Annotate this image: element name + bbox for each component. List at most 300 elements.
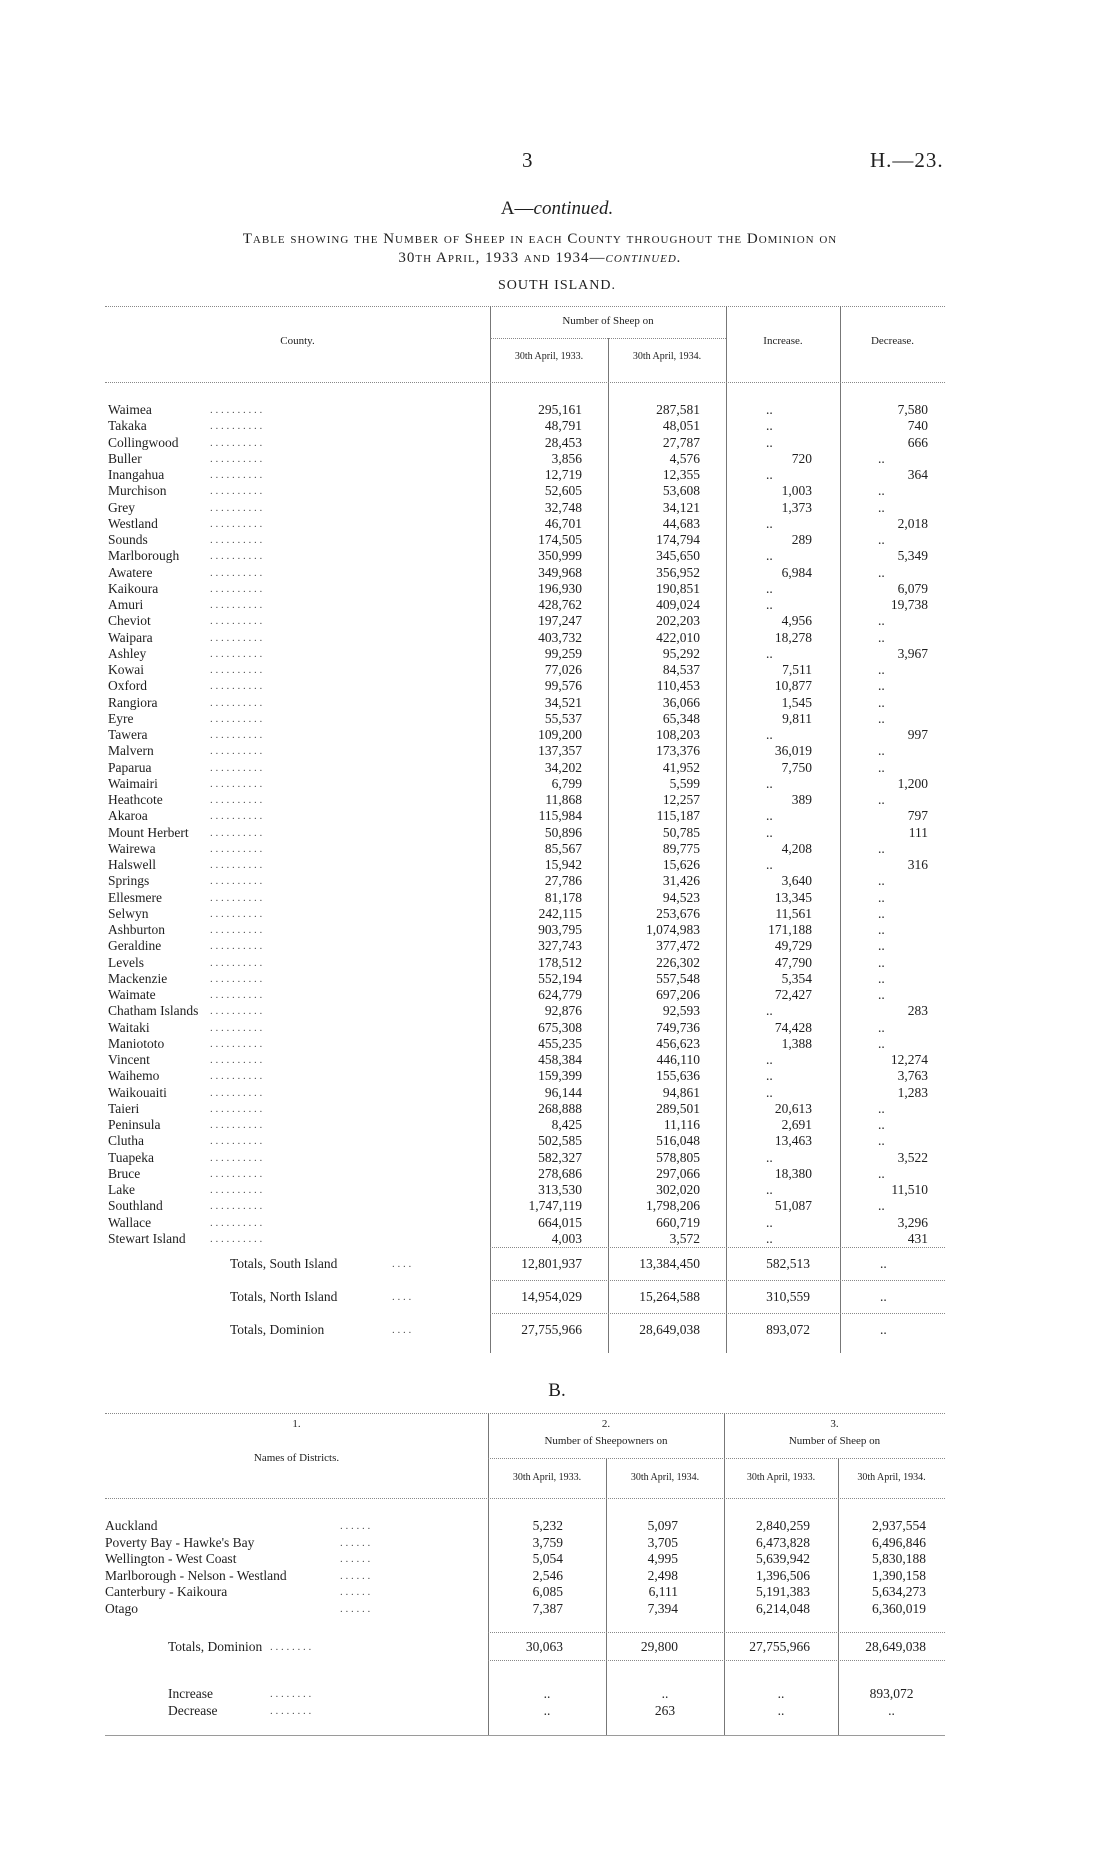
- cell-1933: 52,605: [544, 483, 582, 499]
- leader-dots: . . . . . . . . . .: [210, 956, 263, 969]
- county-name: Takaka: [108, 418, 147, 434]
- header-1933: 30th April, 1933.: [514, 351, 584, 362]
- county-name: Chatham Islands: [108, 1003, 199, 1019]
- leader-dots: . . . . . . . . . .: [210, 761, 263, 774]
- cell-increase: 74,428: [774, 1019, 812, 1035]
- leader-dots: . . . . . . . . . .: [210, 1021, 263, 1034]
- increase-row: [0, 1686, 1114, 1702]
- county-name: Clutha: [108, 1133, 144, 1149]
- leader-dots: . . . . . . . .: [270, 1688, 312, 1700]
- cell-1933: 15,942: [544, 857, 582, 872]
- total-1934: 28,649,038: [639, 1322, 700, 1337]
- cell-1933: 174,505: [538, 532, 582, 547]
- totals-row: [0, 1639, 1114, 1655]
- leader-dots: . . . . . .: [340, 1602, 371, 1615]
- leader-dots: . . . . . . . . . .: [210, 891, 263, 904]
- header-county: County.: [280, 335, 315, 347]
- table-row: [0, 630, 1114, 646]
- header-names-of-districts: Names of Districts.: [253, 1452, 340, 1464]
- owners-1933: 2,546: [532, 1567, 563, 1583]
- district-row: [0, 1551, 1114, 1567]
- cell-1934: 89,775: [662, 840, 700, 856]
- cell-decrease: ..: [878, 938, 885, 954]
- cell-1933: 81,178: [544, 889, 582, 905]
- total-1934: 13,384,450: [639, 1256, 700, 1271]
- cell-1933: 349,968: [538, 564, 582, 580]
- totals-row: [0, 1322, 1114, 1338]
- header-1934: 30th April, 1934.: [632, 351, 702, 362]
- table-row: [0, 955, 1114, 971]
- table-row: [0, 808, 1114, 824]
- cell-decrease: ..: [878, 710, 885, 726]
- leader-dots: . . . . . . . . . .: [210, 745, 263, 758]
- owners-1933: 7,387: [532, 1600, 563, 1616]
- cell-decrease: 997: [907, 727, 928, 742]
- leader-dots: . . . . . . . . . .: [210, 647, 263, 660]
- cell-1933: 197,247: [538, 613, 582, 629]
- table-row: [0, 1133, 1114, 1149]
- cell-1933: 903,795: [538, 922, 582, 937]
- cell-decrease: ..: [878, 1198, 885, 1214]
- cell-increase: 289: [791, 532, 812, 547]
- cell-1933: 34,521: [544, 694, 582, 710]
- table-title-line2: 30th April, 1933 and 1934—continued.: [398, 250, 682, 266]
- total-decrease: ..: [880, 1322, 887, 1337]
- cell-decrease: ..: [878, 613, 885, 629]
- table-row: [0, 1101, 1114, 1117]
- district-row: [0, 1601, 1114, 1617]
- cell-1934: 1,798,206: [646, 1198, 700, 1214]
- total-1933: 14,954,029: [521, 1289, 582, 1304]
- table-a-top-rule: [105, 306, 945, 307]
- cell-1933: 159,399: [538, 1068, 582, 1084]
- county-name: Vincent: [108, 1052, 150, 1067]
- county-name: Marlborough: [108, 548, 180, 564]
- leader-dots: . . . . . .: [340, 1569, 371, 1582]
- cell-increase: ..: [766, 645, 773, 661]
- totals-rule-3: [490, 1313, 945, 1314]
- leader-dots: . . . . . . . . . .: [210, 534, 263, 546]
- cell-increase: 11,561: [775, 905, 812, 921]
- header-number-of-sheep: Number of Sheep on: [562, 315, 654, 327]
- table-row: [0, 483, 1114, 499]
- cell-1934: 578,805: [656, 1149, 700, 1165]
- county-name: Mackenzie: [108, 970, 168, 986]
- cell-decrease: 3,967: [897, 645, 928, 661]
- table-row: [0, 1020, 1114, 1036]
- cell-decrease: 111: [908, 824, 928, 840]
- sheep-1933: 6,473,828: [756, 1534, 810, 1550]
- table-row: [0, 890, 1114, 906]
- section-b-heading: B.: [548, 1380, 566, 1401]
- cell-1933: 11,868: [545, 792, 582, 807]
- leader-dots: . . . . . . . .: [270, 1641, 312, 1653]
- table-row: [0, 776, 1114, 792]
- decrease-row: [0, 1703, 1114, 1719]
- table-row: [0, 662, 1114, 678]
- cell-1934: 446,110: [656, 1052, 700, 1067]
- table-row: [0, 987, 1114, 1003]
- cell-increase: 47,790: [774, 954, 812, 970]
- cell-1934: 253,676: [656, 905, 700, 921]
- table-row: [0, 597, 1114, 613]
- county-name: Kaikoura: [108, 580, 159, 596]
- total-decrease: ..: [880, 1256, 887, 1271]
- total-1933: 27,755,966: [521, 1322, 582, 1337]
- cell-1934: 95,292: [662, 645, 700, 661]
- cell-1934: 202,203: [656, 613, 700, 629]
- cell-1934: 190,851: [656, 580, 700, 596]
- table-row: [0, 435, 1114, 451]
- county-name: Geraldine: [108, 938, 162, 954]
- page-number: 3: [522, 148, 533, 172]
- cell-1933: 552,194: [538, 970, 582, 986]
- cell-1933: 12,719: [544, 467, 582, 482]
- cell-increase: 36,019: [774, 743, 812, 759]
- table-b-header-rule: [105, 1498, 945, 1499]
- leader-dots: . . . . . . . . . .: [210, 1167, 263, 1180]
- table-row: [0, 1166, 1114, 1182]
- cell-1934: 48,051: [662, 418, 700, 434]
- cell-1934: 422,010: [656, 629, 700, 645]
- district-name: Canterbury - Kaikoura: [105, 1584, 228, 1599]
- page-reference: H.—23.: [870, 148, 944, 172]
- leader-dots: . . . . . . . . . .: [210, 501, 263, 514]
- sheep-1934: 6,360,019: [872, 1600, 926, 1616]
- header-sheepowners: Number of Sheepowners on: [544, 1435, 668, 1447]
- totals-label: Totals, Dominion: [168, 1639, 263, 1654]
- district-name: Otago: [105, 1600, 138, 1616]
- cell-1933: 6,799: [551, 775, 582, 791]
- total-1933: 12,801,937: [521, 1256, 582, 1271]
- cell-decrease: 364: [907, 467, 928, 482]
- cell-1934: 41,952: [662, 759, 700, 775]
- cell-decrease: 3,763: [897, 1068, 928, 1084]
- table-row: [0, 971, 1114, 987]
- cell-increase: ..: [766, 857, 773, 872]
- county-name: Mount Herbert: [108, 824, 189, 840]
- owners-1933-total: 30,063: [525, 1639, 563, 1654]
- cell-1933: 268,888: [538, 1100, 582, 1116]
- cell-1934: 27,787: [662, 434, 700, 450]
- cell-1933: 27,786: [544, 873, 582, 889]
- cell-1933: 428,762: [538, 597, 582, 612]
- cell-1934: 94,523: [662, 889, 700, 905]
- table-row: [0, 532, 1114, 548]
- cell-1934: 12,355: [662, 467, 700, 482]
- cell-decrease: ..: [878, 1133, 885, 1149]
- increase-row-label: Increase: [168, 1686, 213, 1701]
- cell-1934: 12,257: [662, 792, 700, 807]
- cell-increase: 4,956: [781, 613, 812, 629]
- cell-increase: 720: [791, 450, 812, 466]
- cell-decrease: ..: [878, 1100, 885, 1116]
- cell-decrease: ..: [878, 1117, 885, 1132]
- county-name: Ashley: [108, 645, 147, 661]
- header-b-owners-1934: 30th April, 1934.: [630, 1472, 700, 1483]
- county-name: Murchison: [108, 483, 167, 499]
- leader-dots: . . . . . . . . . .: [210, 1216, 263, 1229]
- cell-increase: 51,087: [774, 1198, 812, 1214]
- sheep-1934-total: 28,649,038: [865, 1639, 926, 1654]
- cell-decrease: 3,522: [897, 1149, 928, 1165]
- cell-increase: 3,640: [781, 873, 812, 889]
- cell-decrease: 740: [907, 418, 928, 434]
- owners-1933: 5,232: [532, 1518, 563, 1533]
- total-increase: 893,072: [766, 1322, 810, 1337]
- cell-1933: 99,576: [544, 678, 582, 694]
- county-name: Rangiora: [108, 694, 158, 710]
- owners-1934: 3,705: [647, 1534, 678, 1550]
- header-b-owners-1933: 30th April, 1933.: [512, 1472, 582, 1483]
- cell-decrease: 3,296: [897, 1214, 928, 1230]
- sheep-1933-change: ..: [777, 1686, 785, 1701]
- table-row: [0, 1036, 1114, 1052]
- cell-1933: 137,357: [538, 743, 582, 759]
- cell-1933: 455,235: [538, 1035, 582, 1051]
- section-a-heading: [0, 198, 1114, 220]
- county-name: Grey: [108, 499, 135, 515]
- cell-1933: 278,686: [538, 1165, 582, 1181]
- leader-dots: . . . . . . . . . .: [210, 696, 263, 709]
- sheep-1934: 2,937,554: [872, 1518, 926, 1533]
- leader-dots: . . . . . .: [340, 1553, 371, 1565]
- cell-decrease: 6,079: [897, 580, 928, 596]
- table-b-top-rule: [105, 1413, 945, 1414]
- cell-increase: ..: [766, 548, 773, 564]
- cell-1933: 32,748: [544, 499, 582, 515]
- cell-1934: 409,024: [656, 597, 700, 612]
- district-name: Auckland: [105, 1518, 158, 1533]
- leader-dots: . . . . . . . . . .: [210, 436, 263, 449]
- leader-dots: . . . . . .: [340, 1536, 371, 1549]
- cell-1933: 675,308: [538, 1019, 582, 1035]
- cell-increase: ..: [766, 1052, 773, 1067]
- totals-rule-1: [490, 1247, 945, 1248]
- district-row: [0, 1568, 1114, 1584]
- cell-decrease: 11,510: [891, 1182, 928, 1197]
- owners-1934-change: 263: [654, 1703, 676, 1718]
- leader-dots: . . . . . . . . . .: [210, 615, 263, 628]
- cell-increase: 6,984: [781, 564, 812, 580]
- cell-1933: 458,384: [538, 1052, 582, 1067]
- county-name: Akaroa: [108, 808, 148, 824]
- county-name: Heathcote: [108, 792, 163, 807]
- cell-1934: 50,785: [662, 824, 700, 840]
- table-row: [0, 516, 1114, 532]
- table-row: [0, 727, 1114, 743]
- county-name: Stewart Island: [108, 1230, 186, 1246]
- cell-decrease: ..: [878, 1035, 885, 1051]
- cell-increase: 20,613: [774, 1100, 812, 1116]
- cell-increase: ..: [766, 1182, 773, 1197]
- cell-1933: 77,026: [544, 662, 582, 677]
- owners-1933-change: ..: [543, 1703, 551, 1718]
- table-b-totals-bottom-rule: [488, 1660, 945, 1661]
- cell-1934: 516,048: [656, 1133, 700, 1149]
- cell-1933: 55,537: [544, 710, 582, 726]
- leader-dots: . . . .: [392, 1324, 412, 1336]
- sheep-1933: 5,191,383: [756, 1584, 810, 1599]
- table-row: [0, 1052, 1114, 1068]
- table-row: [0, 402, 1114, 418]
- cell-1934: 44,683: [662, 515, 700, 531]
- cell-increase: ..: [766, 1084, 773, 1100]
- header-col1-number: 1.: [292, 1418, 301, 1430]
- cell-increase: ..: [766, 418, 773, 434]
- table-row: [0, 760, 1114, 776]
- table-row: [0, 906, 1114, 922]
- cell-1933: 8,425: [551, 1117, 582, 1132]
- owners-1933-change: ..: [543, 1686, 551, 1701]
- cell-increase: 9,811: [782, 710, 812, 726]
- sheep-1934: 6,496,846: [872, 1534, 926, 1550]
- cell-decrease: 1,283: [897, 1084, 928, 1100]
- cell-1933: 624,779: [538, 987, 582, 1002]
- table-row: [0, 695, 1114, 711]
- sheep-1934-change: ..: [888, 1703, 895, 1718]
- county-name: Southland: [108, 1198, 163, 1214]
- table-row: [0, 711, 1114, 727]
- leader-dots: . . . . . . . . . .: [210, 680, 263, 693]
- cell-1933: 664,015: [538, 1214, 582, 1230]
- cell-increase: ..: [766, 727, 773, 742]
- leader-dots: . . . . . . . . . .: [210, 485, 263, 498]
- leader-dots: . . . . . . . . . .: [210, 924, 263, 936]
- decrease-row-label: Decrease: [168, 1703, 218, 1718]
- district-name: Poverty Bay - Hawke's Bay: [105, 1534, 255, 1550]
- leader-dots: . . . . . . . . . .: [210, 875, 263, 888]
- leader-dots: . . . . . . . . . .: [210, 712, 263, 725]
- leader-dots: . . . . . . . . . .: [210, 794, 263, 806]
- cell-decrease: 7,580: [897, 402, 928, 417]
- leader-dots: . . . . . . . . . .: [210, 1151, 263, 1164]
- table-row: [0, 1117, 1114, 1133]
- section-a-label: A—: [500, 198, 534, 219]
- sheep-1933: 5,639,942: [756, 1551, 810, 1566]
- table-row: [0, 418, 1114, 434]
- cell-decrease: ..: [878, 694, 885, 710]
- cell-1933: 1,747,119: [528, 1198, 582, 1214]
- cell-1934: 94,861: [662, 1084, 700, 1100]
- totals-row: [0, 1256, 1114, 1272]
- totals-row: [0, 1289, 1114, 1305]
- county-name: Wallace: [108, 1214, 152, 1230]
- county-name: Ellesmere: [108, 889, 162, 905]
- cell-1934: 65,348: [662, 710, 700, 726]
- cell-1933: 28,453: [544, 434, 582, 450]
- cell-1934: 226,302: [656, 954, 700, 970]
- cell-increase: ..: [766, 1149, 773, 1165]
- cell-decrease: ..: [878, 792, 885, 807]
- total-increase: 582,513: [766, 1256, 810, 1271]
- cell-increase: 7,511: [782, 662, 812, 677]
- cell-decrease: 2,018: [897, 515, 928, 531]
- district-name: Wellington - West Coast: [105, 1551, 237, 1566]
- cell-decrease: ..: [878, 987, 885, 1002]
- leader-dots: . . . . . .: [340, 1520, 371, 1532]
- total-decrease: ..: [880, 1289, 887, 1304]
- owners-1934: 6,111: [648, 1584, 678, 1599]
- cell-1933: 178,512: [538, 954, 582, 970]
- sheep-1934: 5,634,273: [872, 1584, 926, 1599]
- table-a-header-rule: [105, 382, 945, 383]
- cell-1933: 46,701: [544, 515, 582, 531]
- totals-rule-2: [490, 1280, 945, 1281]
- cell-decrease: ..: [878, 532, 885, 547]
- leader-dots: . . . . . . . . . .: [210, 550, 263, 563]
- cell-1933: 4,003: [551, 1230, 582, 1246]
- cell-1934: 31,426: [662, 873, 700, 889]
- leader-dots: . . . . . . . . . .: [210, 1037, 263, 1050]
- cell-1933: 295,161: [538, 402, 582, 417]
- cell-decrease: 283: [907, 1003, 928, 1019]
- owners-1933: 6,085: [532, 1584, 563, 1599]
- cell-increase: 7,750: [781, 759, 812, 775]
- cell-1934: 92,593: [662, 1003, 700, 1019]
- county-name: Waimea: [108, 402, 152, 417]
- county-name: Malvern: [108, 743, 154, 759]
- cell-1933: 99,259: [544, 645, 582, 661]
- county-name: Peninsula: [108, 1117, 161, 1132]
- totals-label: Totals, North Island: [230, 1289, 338, 1304]
- table-row: [0, 1231, 1114, 1247]
- cell-decrease: 5,349: [897, 548, 928, 564]
- cell-1934: 356,952: [656, 564, 700, 580]
- sheep-1933: 1,396,506: [756, 1567, 810, 1583]
- cell-decrease: ..: [878, 954, 885, 970]
- table-row: [0, 1003, 1114, 1019]
- cell-1934: 155,636: [656, 1068, 700, 1084]
- leader-dots: . . . .: [392, 1291, 412, 1303]
- sheep-1933: 6,214,048: [756, 1600, 810, 1616]
- cell-1933: 196,930: [538, 580, 582, 596]
- owners-1934: 4,995: [647, 1551, 678, 1566]
- owners-1934: 2,498: [647, 1567, 678, 1583]
- cell-1934: 4,576: [669, 450, 700, 466]
- cell-decrease: ..: [878, 970, 885, 986]
- district-name: Marlborough - Nelson - Westland: [105, 1567, 287, 1583]
- owners-1934-change: ..: [661, 1686, 669, 1701]
- leader-dots: . . . . . . . . . .: [210, 452, 263, 465]
- cell-1933: 109,200: [538, 727, 582, 742]
- cell-increase: ..: [766, 580, 773, 596]
- table-row: [0, 500, 1114, 516]
- owners-1933: 3,759: [532, 1534, 563, 1550]
- leader-dots: . . . . . . . . . .: [210, 826, 263, 839]
- owners-1933: 5,054: [532, 1551, 563, 1566]
- table-a-subheader-rule: [490, 338, 726, 339]
- leader-dots: . . . . . . . . . .: [210, 810, 263, 823]
- cell-increase: 171,188: [768, 922, 812, 937]
- cell-increase: 2,691: [781, 1117, 812, 1132]
- leader-dots: . . . . . . . . . .: [210, 1232, 263, 1245]
- leader-dots: . . . . . . . . . .: [210, 566, 263, 579]
- cell-1933: 115,984: [538, 808, 582, 824]
- cell-1933: 50,896: [544, 824, 582, 840]
- owners-1934: 7,394: [647, 1600, 678, 1616]
- cell-decrease: ..: [878, 840, 885, 856]
- county-name: Amuri: [108, 597, 144, 612]
- cell-decrease: 12,274: [890, 1052, 928, 1067]
- table-row: [0, 1150, 1114, 1166]
- table-row: [0, 873, 1114, 889]
- county-name: Waikouaiti: [108, 1084, 167, 1100]
- cell-increase: ..: [766, 1214, 773, 1230]
- cell-1933: 92,876: [544, 1003, 582, 1019]
- cell-decrease: ..: [878, 678, 885, 694]
- table-row: [0, 646, 1114, 662]
